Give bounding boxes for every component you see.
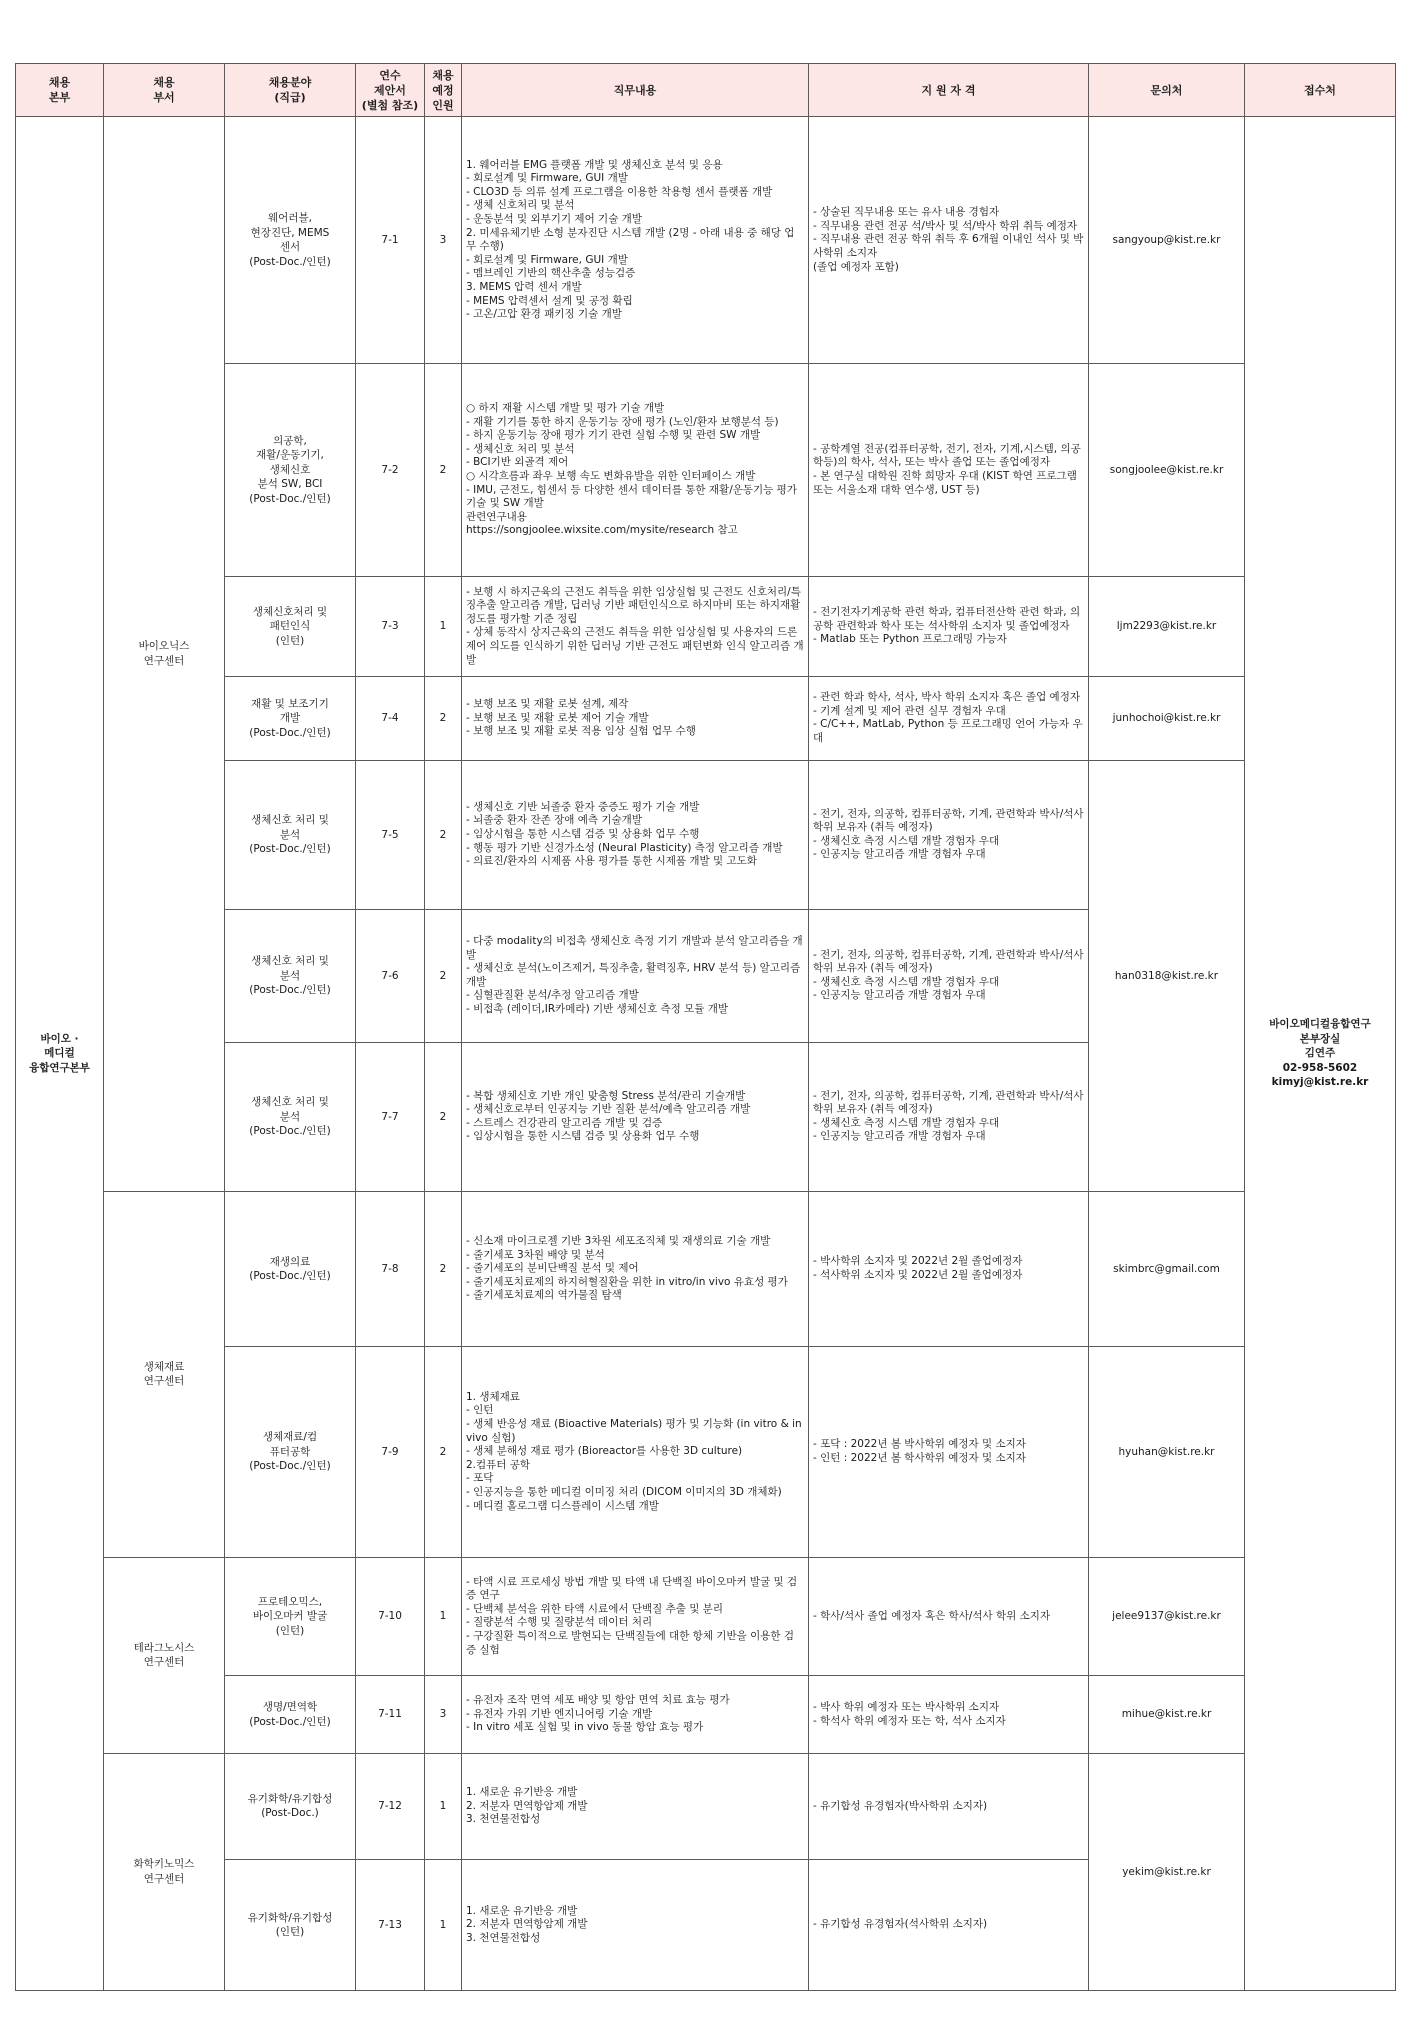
field-cell: 유기화학/유기합성 (인턴): [225, 1860, 356, 1991]
plan-cell: 7-9: [356, 1347, 425, 1557]
plan-cell: 7-5: [356, 760, 425, 909]
plan-cell: 7-4: [356, 676, 425, 760]
duties-cell: 1. 새로운 유기반응 개발 2. 저분자 면역항암제 개발 3. 천연물전합성: [462, 1860, 809, 1991]
count-cell: 2: [425, 760, 462, 909]
count-cell: 2: [425, 1347, 462, 1557]
contact-email[interactable]: ljm2293@kist.re.kr: [1089, 576, 1245, 676]
count-cell: 3: [425, 117, 462, 364]
field-cell: 생체재료/컴 퓨터공학 (Post-Doc./인턴): [225, 1347, 356, 1557]
plan-cell: 7-13: [356, 1860, 425, 1991]
count-cell: 1: [425, 576, 462, 676]
count-cell: 2: [425, 909, 462, 1042]
duties-cell: - 생체신호 기반 뇌졸중 환자 중증도 평가 기술 개발 - 뇌졸중 환자 잔존 장애 예측 기술개발 - 임상시험을 통한 시스템 검증 및 상용화 업무 수행 - 행동 평가 기반 신경가소성 (Neural Plasticity) 측정 알고리즘 개발 - 의료진/환자의 시제품 사용 평가를 통한 시제품 개발 및 고도화: [462, 760, 809, 909]
duties-cell: 1. 생체재료 - 인턴 - 생체 반응성 재료 (Bioactive Materials) 평가 및 기능화 (in vitro & in vivo 실험) - 생체 분해성 재료 평가 (Bioreactor를 사용한 3D culture) 2.컴퓨터 공학 - 포닥 - 인공지능을 통한 메디컬 이미징 처리 (DICOM 이미지의 3D 개체화) - 메디컬 홀로그램 디스플레이 시스템 개발: [462, 1347, 809, 1557]
field-cell: 프로테오믹스, 바이오마커 발굴 (인턴): [225, 1557, 356, 1676]
duties-cell: - 다중 modality의 비접촉 생체신호 측정 기기 개발과 분석 알고리즘을 개발 - 생체신호 분석(노이즈제거, 특징추출, 활력징후, HRV 분석 등) 알고리즘 개발 - 심혈관질환 분석/추정 알고리즘 개발 - 비접촉 (레이더,IR카메라) 기반 생체신호 측정 모듈 개발: [462, 909, 809, 1042]
count-cell: 1: [425, 1753, 462, 1859]
count-cell: 2: [425, 1191, 462, 1346]
duties-cell: ○ 하지 재활 시스템 개발 및 평가 기술 개발 - 재활 기기를 통한 하지 운동기능 장애 평가 (노인/환자 보행분석 등) - 하지 운동기능 장애 평가 기기 관련 실험 수행 및 관련 SW 개발 - 생체신호 처리 및 분석 - BCI기반 외골격 제어 ○ 시각흐름과 좌우 보행 속도 변화유발을 위한 인터페이스 개발 - IMU, 근전도, 힘센서 등 다양한 센서 데이터를 통한 재활/운동기능 평가 기술 및 SW 개발 관련연구내용 https://songjoolee.wixsite.com/mysite/research 참고: [462, 364, 809, 577]
count-cell: 1: [425, 1860, 462, 1991]
header-count: 채용 예정 인원: [425, 64, 462, 117]
duties-cell: - 보행 시 하지근육의 근전도 취득을 위한 임상실험 및 근전도 신호처리/특징추출 알고리즘 개발, 딥러닝 기반 패턴인식으로 하지마비 또는 하지재활 정도를 평가할 기준 정립 - 상체 동작시 상지근육의 근전도 취득을 위한 임상실험 및 사용자의 드론제어 의도를 인식하기 위한 딥러닝 기반 근전도 패턴변화 인식 알고리즘 개발: [462, 576, 809, 676]
qualification-cell: - 유기합성 유경험자(박사학위 소지자): [809, 1753, 1089, 1859]
field-cell: 재생의료 (Post-Doc./인턴): [225, 1191, 356, 1346]
plan-cell: 7-12: [356, 1753, 425, 1859]
contact-email[interactable]: sangyoup@kist.re.kr: [1089, 117, 1245, 364]
plan-cell: 7-7: [356, 1042, 425, 1191]
department-chemkinomics: 화학키노믹스 연구센터: [104, 1753, 225, 1990]
qualification-cell: - 전기전자기계공학 관련 학과, 컴퓨터전산학 관련 학과, 의공학 관련학과 학사 또는 석사학위 소지자 및 졸업예정자 - Matlab 또는 Python 프로그래밍 가능자: [809, 576, 1089, 676]
field-cell: 생체신호처리 및 패턴인식 (인턴): [225, 576, 356, 676]
header-contact: 문의처: [1089, 64, 1245, 117]
department-bionics: 바이오닉스 연구센터: [104, 117, 225, 1192]
table-row: [16, 1753, 1396, 1859]
qualification-cell: - 관련 학과 학사, 석사, 박사 학위 소지자 혹은 졸업 예정자 - 기계 설계 및 제어 관련 실무 경험자 우대 - C/C++, MatLab, Python 등 프로그래밍 언어 가능자 우대: [809, 676, 1089, 760]
qualification-cell: - 상술된 직무내용 또는 유사 내용 경험자 - 직무내용 관련 전공 석/박사 및 석/박사 학위 취득 예정자 - 직무내용 관련 전공 학위 취득 후 6개월 이내인 석사 및 박사학위 소지자 (졸업 예정자 포함): [809, 117, 1089, 364]
plan-cell: 7-3: [356, 576, 425, 676]
field-cell: 유기화학/유기합성 (Post-Doc.): [225, 1753, 356, 1859]
table-row: [16, 1191, 1396, 1346]
contact-email[interactable]: jelee9137@kist.re.kr: [1089, 1557, 1245, 1676]
table-row: [16, 1557, 1396, 1676]
department-theragnosis: 테라그노시스 연구센터: [104, 1557, 225, 1753]
department-biomaterials: 생체재료 연구센터: [104, 1191, 225, 1557]
duties-cell: - 복합 생체신호 기반 개인 맞춤형 Stress 분석/관리 기술개발 - 생체신호로부터 인공지능 기반 질환 분석/예측 알고리즘 개발 - 스트레스 건강관리 알고리즘 개발 및 검증 - 임상시험을 통한 시스템 검증 및 상용화 업무 수행: [462, 1042, 809, 1191]
plan-cell: 7-8: [356, 1191, 425, 1346]
header-qualifications: 지 원 자 격: [809, 64, 1089, 117]
count-cell: 3: [425, 1676, 462, 1754]
plan-cell: 7-6: [356, 909, 425, 1042]
contact-email[interactable]: junhochoi@kist.re.kr: [1089, 676, 1245, 760]
reception-cell: 바이오메디컬융합연구 본부장실 김연주 02-958-5602 kimyj@kist.re.kr: [1245, 117, 1396, 1991]
field-cell: 의공학, 재활/운동기기, 생체신호 분석 SW, BCI (Post-Doc./인턴): [225, 364, 356, 577]
contact-email[interactable]: mihue@kist.re.kr: [1089, 1676, 1245, 1754]
field-cell: 생체신호 처리 및 분석 (Post-Doc./인턴): [225, 760, 356, 909]
qualification-cell: - 학사/석사 졸업 예정자 혹은 학사/석사 학위 소지자: [809, 1557, 1089, 1676]
duties-cell: - 보행 보조 및 재활 로봇 설계, 제작 - 보행 보조 및 재활 로봇 제어 기술 개발 - 보행 보조 및 재활 로봇 적용 임상 실험 업무 수행: [462, 676, 809, 760]
field-cell: 생체신호 처리 및 분석 (Post-Doc./인턴): [225, 1042, 356, 1191]
contact-email[interactable]: hyuhan@kist.re.kr: [1089, 1347, 1245, 1557]
division-cell: 바이오 · 메디컬 융합연구본부: [16, 117, 104, 1991]
duties-cell: - 유전자 조작 면역 세포 배양 및 항암 면역 치료 효능 평가 - 유전자 가위 기반 엔지니어링 기술 개발 - In vitro 세포 실험 및 in vivo 동물 항암 효능 평가: [462, 1676, 809, 1754]
plan-cell: 7-10: [356, 1557, 425, 1676]
qualification-cell: - 전기, 전자, 의공학, 컴퓨터공학, 기계, 관련학과 박사/석사학위 보유자 (취득 예정자) - 생체신호 측정 시스템 개발 경험자 우대 - 인공지능 알고리즘 개발 경험자 우대: [809, 760, 1089, 909]
field-cell: 재활 및 보조기기 개발 (Post-Doc./인턴): [225, 676, 356, 760]
qualification-cell: - 포닥 : 2022년 봄 박사학위 예정자 및 소지자 - 인턴 : 2022년 봄 학사학위 예정자 및 소지자: [809, 1347, 1089, 1557]
count-cell: 2: [425, 364, 462, 577]
header-field: 채용분야 (직급): [225, 64, 356, 117]
count-cell: 2: [425, 676, 462, 760]
plan-cell: 7-2: [356, 364, 425, 577]
contact-email[interactable]: han0318@kist.re.kr: [1089, 760, 1245, 1191]
duties-cell: 1. 새로운 유기반응 개발 2. 저분자 면역항암제 개발 3. 천연물전합성: [462, 1753, 809, 1859]
header-division: 채용 본부: [16, 64, 104, 117]
table-row: [16, 117, 1396, 364]
header-reception: 접수처: [1245, 64, 1396, 117]
duties-cell: - 타액 시료 프로세싱 방법 개발 및 타액 내 단백질 바이오마커 발굴 및 검증 연구 - 단백체 분석을 위한 타액 시료에서 단백질 추출 및 분리 - 질량분석 수행 및 질량분석 데이터 처리 - 구강질환 특이적으로 발현되는 단백질들에 대한 항체 기반을 이용한 검증 실험: [462, 1557, 809, 1676]
field-cell: 웨어러블, 현장진단, MEMS 센서 (Post-Doc./인턴): [225, 117, 356, 364]
count-cell: 1: [425, 1557, 462, 1676]
qualification-cell: - 유기합성 유경험자(석사학위 소지자): [809, 1860, 1089, 1991]
qualification-cell: - 박사학위 소지자 및 2022년 2월 졸업예정자 - 석사학위 소지자 및 2022년 2월 졸업예정자: [809, 1191, 1089, 1346]
qualification-cell: - 전기, 전자, 의공학, 컴퓨터공학, 기계, 관련학과 박사/석사학위 보유자 (취득 예정자) - 생체신호 측정 시스템 개발 경험자 우대 - 인공지능 알고리즘 개발 경험자 우대: [809, 909, 1089, 1042]
plan-cell: 7-11: [356, 1676, 425, 1754]
recruitment-table: [15, 63, 1396, 1991]
plan-cell: 7-1: [356, 117, 425, 364]
header-duties: 직무내용: [462, 64, 809, 117]
duties-cell: 1. 웨어러블 EMG 플랫폼 개발 및 생체신호 분석 및 응용 - 회로설계 및 Firmware, GUI 개발 - CLO3D 등 의류 설계 프로그램을 이용한 착용형 센서 플랫폼 개발 - 생체 신호처리 및 분석 - 운동분석 및 외부기기 제어 기술 개발 2. 미세유체기반 소형 분자진단 시스템 개발 (2명 - 아래 내용 중 해당 업무 수행) - 회로설계 및 Firmware, GUI 개발 - 멤브레인 기반의 핵산추출 성능검증 3. MEMS 압력 센서 개발 - MEMS 압력센서 설계 및 공정 확립 - 고온/고압 환경 패키징 기술 개발: [462, 117, 809, 364]
field-cell: 생체신호 처리 및 분석 (Post-Doc./인턴): [225, 909, 356, 1042]
contact-email[interactable]: skimbrc@gmail.com: [1089, 1191, 1245, 1346]
qualification-cell: - 박사 학위 예정자 또는 박사학위 소지자 - 학석사 학위 예정자 또는 학, 석사 소지자: [809, 1676, 1089, 1754]
count-cell: 2: [425, 1042, 462, 1191]
duties-cell: - 신소재 마이크로젤 기반 3차원 세포조직체 및 재생의료 기술 개발 - 줄기세포 3차원 배양 및 분석 - 줄기세포의 분비단백질 분석 및 제어 - 줄기세포치료제의 하지허혈질환을 위한 in vitro/in vivo 유효성 평가 - 줄기세포치료제의 역가물질 탐색: [462, 1191, 809, 1346]
contact-email[interactable]: yekim@kist.re.kr: [1089, 1753, 1245, 1990]
header-department: 채용 부서: [104, 64, 225, 117]
field-cell: 생명/면역학 (Post-Doc./인턴): [225, 1676, 356, 1754]
header-plan: 연수 제안서 (별첨 참조): [356, 64, 425, 117]
qualification-cell: - 전기, 전자, 의공학, 컴퓨터공학, 기계, 관련학과 박사/석사학위 보유자 (취득 예정자) - 생체신호 측정 시스템 개발 경험자 우대 - 인공지능 알고리즘 개발 경험자 우대: [809, 1042, 1089, 1191]
qualification-cell: - 공학계열 전공(컴퓨터공학, 전기, 전자, 기계,시스템, 의공학등)의 학사, 석사, 또는 박사 졸업 또는 졸업예정자 - 본 연구실 대학원 진학 희망자 우대 (KIST 학연 프로그램 또는 서울소재 대학 연수생, UST 등): [809, 364, 1089, 577]
header-row: [16, 64, 1396, 117]
contact-email[interactable]: songjoolee@kist.re.kr: [1089, 364, 1245, 577]
